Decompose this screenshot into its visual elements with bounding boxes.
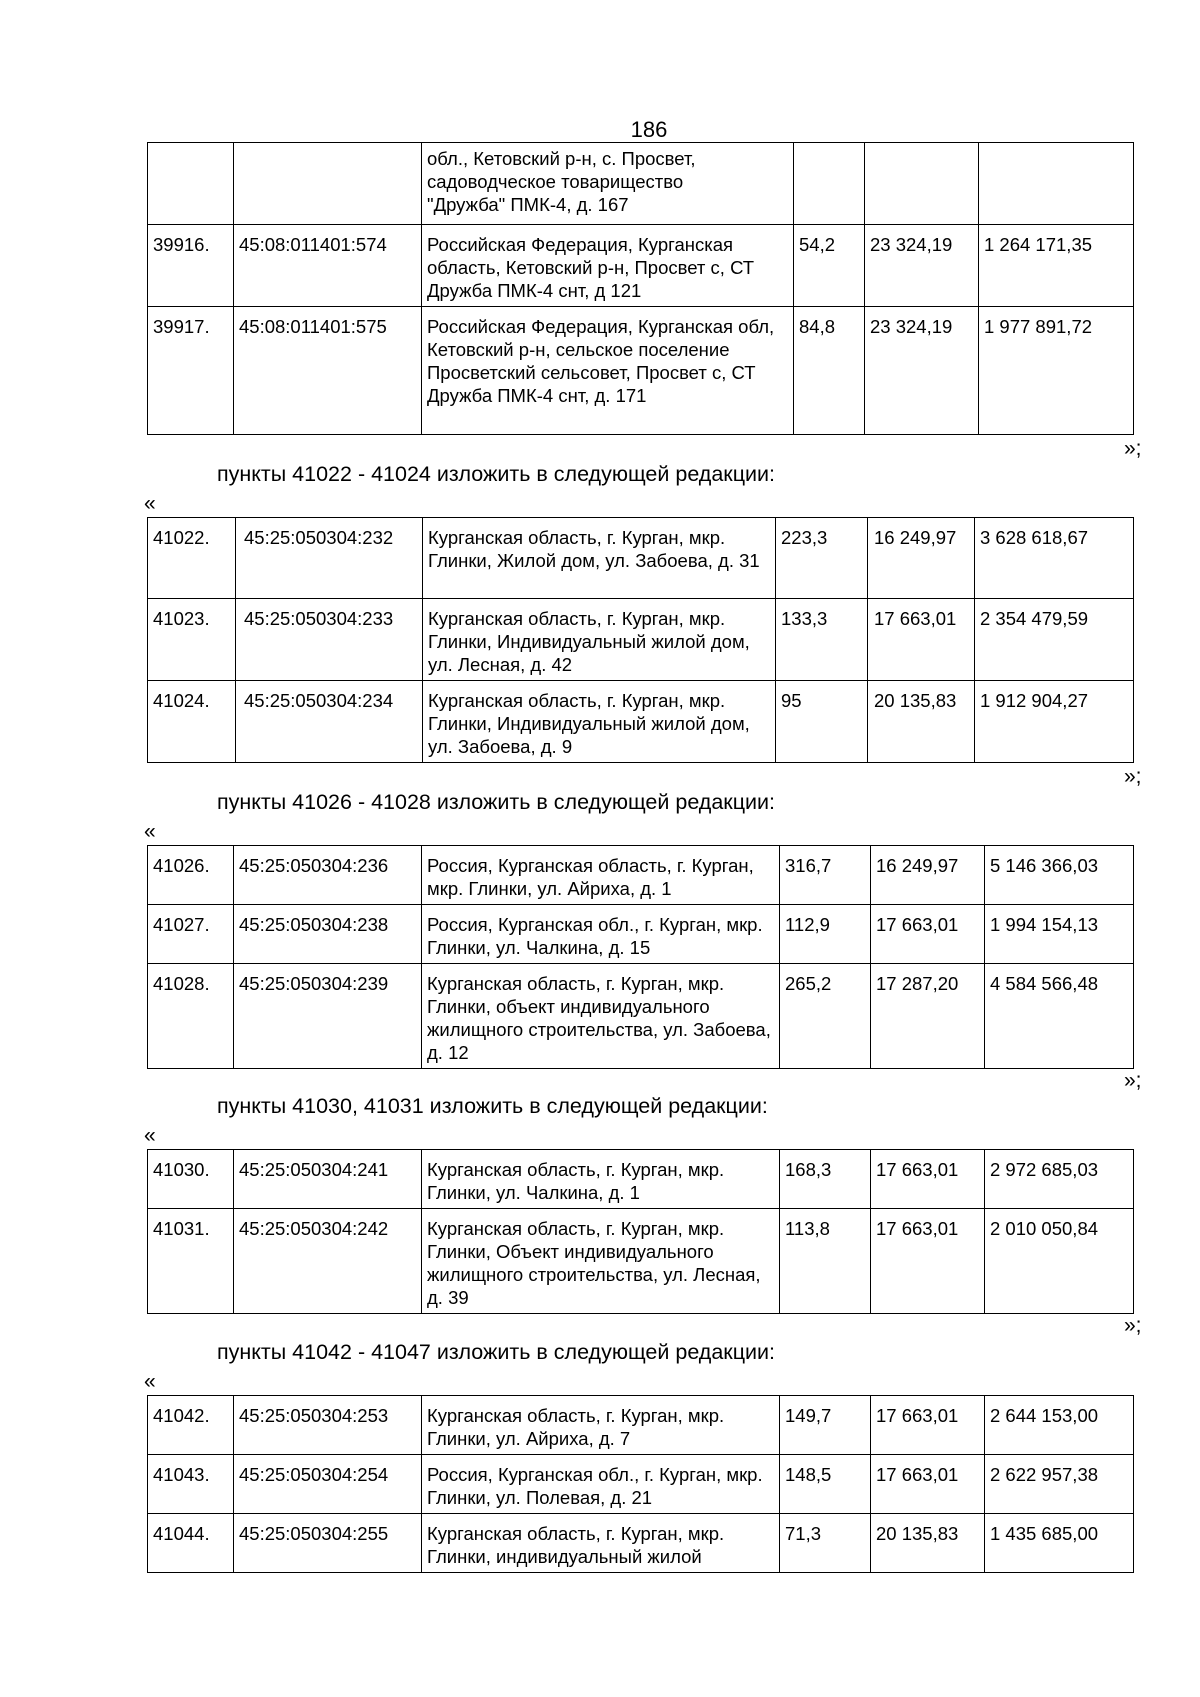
area-cell: 149,7 [780,1396,871,1455]
row-number: 41024. [148,681,236,763]
amendment-instruction: пункты 41022 - 41024 изложить в следующей редакции: [217,462,776,486]
table-row [148,905,1134,964]
area-cell: 113,8 [780,1209,871,1314]
registry-table [147,1149,1134,1314]
cadastral-number: 45:08:011401:575 [234,307,422,435]
cadastral-number: 45:25:050304:236 [234,846,422,905]
price-cell: 17 663,01 [871,905,985,964]
price-cell: 20 135,83 [871,1514,985,1573]
address-cell: Россия, Курганская область, г. Курган, мкр. Глинки, ул. Айриха, д. 1 [422,846,780,905]
row-number: 39916. [148,225,234,307]
row-number: 41044. [148,1514,234,1573]
price-cell: 17 663,01 [868,599,975,681]
address-cell: Курганская область, г. Курган, мкр. Глинки, ул. Чалкина, д. 1 [422,1150,780,1209]
area-cell: 148,5 [780,1455,871,1514]
area-cell: 316,7 [780,846,871,905]
value-cell: 2 644 153,00 [985,1396,1134,1455]
table-row [148,1514,1134,1573]
cadastral-number: 45:25:050304:239 [234,964,422,1069]
row-number: 41030. [148,1150,234,1209]
address-cell: Российская Федерация, Курганская обл, Кетовский р-н, сельское поселение Просветский сельсовет, Просвет с, СТ Дружба ПМК-4 снт, д. 171 [422,307,794,435]
closing-quote: »; [1124,765,1142,788]
opening-quote: « [144,820,156,843]
cadastral-number: 45:25:050304:254 [234,1455,422,1514]
value-cell: 2 622 957,38 [985,1455,1134,1514]
row-number: 41022. [148,518,236,599]
area-cell [794,143,865,225]
price-cell: 16 249,97 [871,846,985,905]
row-number: 41027. [148,905,234,964]
price-cell: 16 249,97 [868,518,975,599]
address-cell: обл., Кетовский р-н, с. Просвет, садоводческое товарищество "Дружба" ПМК-4, д. 167 [422,143,794,225]
area-cell: 265,2 [780,964,871,1069]
cadastral-number: 45:25:050304:253 [234,1396,422,1455]
row-number: 41043. [148,1455,234,1514]
table-row [148,518,1134,599]
price-cell: 20 135,83 [868,681,975,763]
cadastral-number: 45:25:050304:238 [234,905,422,964]
value-cell: 1 435 685,00 [985,1514,1134,1573]
registry-table [147,517,1134,763]
table-row [148,143,1134,225]
area-cell: 54,2 [794,225,865,307]
registry-table [147,1395,1134,1573]
value-cell: 1 912 904,27 [975,681,1134,763]
address-cell: Курганская область, г. Курган, мкр. Глинки, Жилой дом, ул. Забоева, д. 31 [423,518,776,599]
address-cell: Курганская область, г. Курган, мкр. Глинки, индивидуальный жилой [422,1514,780,1573]
closing-quote: »; [1124,1069,1142,1092]
price-cell [865,143,979,225]
price-cell: 17 287,20 [871,964,985,1069]
cadastral-number: 45:25:050304:241 [234,1150,422,1209]
area-cell: 84,8 [794,307,865,435]
value-cell: 1 264 171,35 [979,225,1134,307]
table-row [148,1209,1134,1314]
address-cell: Россия, Курганская обл., г. Курган, мкр. Глинки, ул. Полевая, д. 21 [422,1455,780,1514]
area-cell: 112,9 [780,905,871,964]
table-row [148,307,1134,435]
row-number: 41023. [148,599,236,681]
price-cell: 17 663,01 [871,1209,985,1314]
table-row [148,225,1134,307]
row-number [148,143,234,225]
row-number: 41026. [148,846,234,905]
area-cell: 168,3 [780,1150,871,1209]
value-cell: 1 994 154,13 [985,905,1134,964]
table-row [148,1396,1134,1455]
cadastral-number: 45:25:050304:233 [236,599,423,681]
area-cell: 95 [776,681,868,763]
opening-quote: « [144,492,156,515]
closing-quote: »; [1124,437,1142,460]
table-row [148,964,1134,1069]
table-row [148,681,1134,763]
amendment-instruction: пункты 41030, 41031 изложить в следующей редакции: [217,1094,768,1118]
opening-quote: « [144,1370,156,1393]
value-cell: 3 628 618,67 [975,518,1134,599]
row-number: 39917. [148,307,234,435]
amendment-instruction: пункты 41042 - 41047 изложить в следующей редакции: [217,1340,776,1364]
area-cell: 223,3 [776,518,868,599]
page-number: 186 [630,117,668,142]
value-cell: 2 010 050,84 [985,1209,1134,1314]
opening-quote: « [144,1124,156,1147]
row-number: 41031. [148,1209,234,1314]
closing-quote: »; [1124,1314,1142,1337]
address-cell: Российская Федерация, Курганская область, Кетовский р-н, Просвет с, СТ Дружба ПМК-4 снт, д 121 [422,225,794,307]
address-cell: Курганская область, г. Курган, мкр. Глинки, Индивидуальный жилой дом, ул. Забоева, д. 9 [423,681,776,763]
cadastral-number: 45:25:050304:232 [236,518,423,599]
registry-table [147,142,1134,435]
value-cell: 4 584 566,48 [985,964,1134,1069]
price-cell: 17 663,01 [871,1396,985,1455]
row-number: 41028. [148,964,234,1069]
address-cell: Курганская область, г. Курган, мкр. Глинки, Индивидуальный жилой дом, ул. Лесная, д. 42 [423,599,776,681]
address-cell: Курганская область, г. Курган, мкр. Глинки, ул. Айриха, д. 7 [422,1396,780,1455]
address-cell: Курганская область, г. Курган, мкр. Глинки, объект индивидуального жилищного строительства, ул. Забоева, д. 12 [422,964,780,1069]
cadastral-number: 45:25:050304:255 [234,1514,422,1573]
value-cell: 2 354 479,59 [975,599,1134,681]
amendment-instruction: пункты 41026 - 41028 изложить в следующей редакции: [217,790,776,814]
value-cell: 1 977 891,72 [979,307,1134,435]
table-row [148,846,1134,905]
area-cell: 133,3 [776,599,868,681]
cadastral-number [234,143,422,225]
price-cell: 17 663,01 [871,1150,985,1209]
value-cell [979,143,1134,225]
registry-table [147,845,1134,1069]
row-number: 41042. [148,1396,234,1455]
table-row [148,1150,1134,1209]
price-cell: 17 663,01 [871,1455,985,1514]
table-row [148,1455,1134,1514]
address-cell: Россия, Курганская обл., г. Курган, мкр. Глинки, ул. Чалкина, д. 15 [422,905,780,964]
table-row [148,599,1134,681]
price-cell: 23 324,19 [865,225,979,307]
price-cell: 23 324,19 [865,307,979,435]
cadastral-number: 45:08:011401:574 [234,225,422,307]
address-cell: Курганская область, г. Курган, мкр. Глинки, Объект индивидуального жилищного строительства, ул. Лесная, д. 39 [422,1209,780,1314]
cadastral-number: 45:25:050304:242 [234,1209,422,1314]
value-cell: 5 146 366,03 [985,846,1134,905]
area-cell: 71,3 [780,1514,871,1573]
cadastral-number: 45:25:050304:234 [236,681,423,763]
value-cell: 2 972 685,03 [985,1150,1134,1209]
